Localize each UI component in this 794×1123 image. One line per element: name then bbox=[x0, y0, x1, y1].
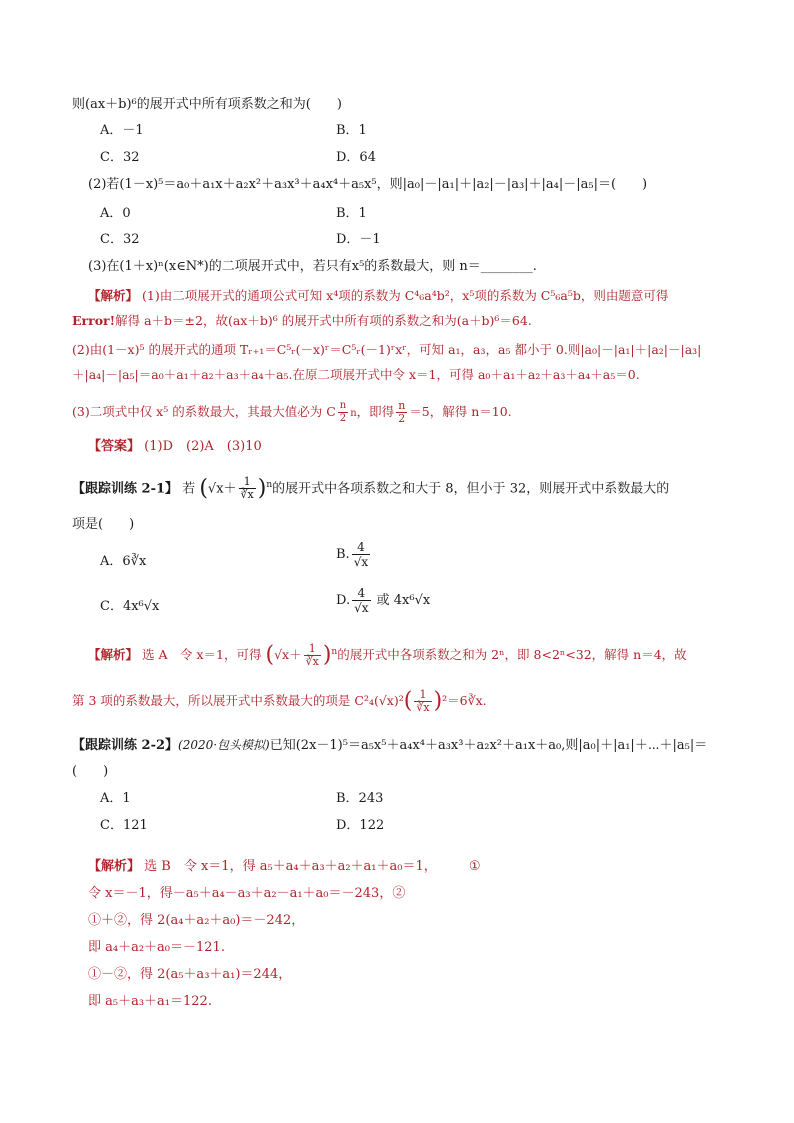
right-paren: ) bbox=[322, 642, 332, 668]
analysis22-line4: 即 a₄＋a₂＋a₀＝－121. bbox=[88, 940, 225, 955]
answer1 bbox=[88, 438, 262, 456]
left-paren: ( bbox=[199, 475, 208, 501]
drill21-text-b: 的展开式中各项系数之和大于 8，但小于 32，则展开式中系数最大的 bbox=[272, 481, 670, 497]
analysis1-text-2: 解得 a＋b＝±2，故(ax＋b)⁶ 的展开式中所有项的系数之和为(a＋b)⁶＝64. bbox=[115, 313, 532, 328]
one-over-cbrt-x bbox=[304, 643, 321, 668]
q1-option-a: A．－1 bbox=[100, 123, 144, 138]
analysis21-line2 bbox=[72, 689, 487, 714]
plus-sign: ＋ bbox=[289, 647, 302, 663]
drill21-line1 bbox=[72, 476, 669, 501]
drill21-text-a: 若 bbox=[182, 481, 196, 497]
frac-num: 1 bbox=[304, 643, 321, 656]
analysis1-line5 bbox=[72, 400, 512, 425]
one-over-cbrt-x-2 bbox=[414, 689, 431, 714]
drill21-line2: 项是( ) bbox=[72, 517, 135, 532]
q1-stem: 则(ax＋b)⁶的展开式中所有项系数之和为( ) bbox=[72, 97, 342, 112]
option-d-den: √x bbox=[354, 601, 369, 615]
drill21-option-c: C．4x⁶√x bbox=[100, 599, 160, 614]
answer-text: (1)D (2)A (3)10 bbox=[144, 439, 262, 454]
combination-sub-tail: n bbox=[350, 408, 357, 419]
error-marker: Error! bbox=[72, 313, 116, 328]
analysis22-label: 【解析】 bbox=[88, 859, 141, 874]
option-d-num: 4 bbox=[352, 586, 370, 601]
option-d-prefix: D. bbox=[336, 593, 351, 608]
analysis1-text-5b: ，即得 bbox=[356, 404, 395, 419]
q3-stem: (3)在(1＋x)ⁿ(x∈N*)的二项展开式中，若只有x⁵的系数最大，则 n＝________. bbox=[88, 259, 537, 274]
analysis1-text-5a: (3)二项式中仅 x⁵ 的系数最大，其最大值必为 C bbox=[72, 404, 336, 419]
q2-option-c: C．32 bbox=[100, 232, 140, 247]
analysis21-text-a: 选 A 令 x＝1，可得 bbox=[142, 647, 262, 663]
analysis22-line3: ①＋②，得 2(a₄＋a₂＋a₀)＝－242， bbox=[88, 913, 305, 928]
combination-sub-den: 2 bbox=[339, 413, 347, 424]
analysis21-text-b: 的展开式中各项系数之和为 2ⁿ，即 8<2ⁿ<32，解得 n＝4，故 bbox=[337, 647, 687, 663]
q2-option-b: B．1 bbox=[336, 206, 367, 221]
answer-label: 【答案】 bbox=[88, 439, 141, 454]
q1-option-d: D．64 bbox=[336, 150, 376, 165]
analysis22-line2: 令 x＝－1，得－a₅＋a₄－a₃＋a₂－a₁＋a₀＝－243，② bbox=[88, 886, 406, 901]
analysis22-line5: ①－②，得 2(a₅＋a₃＋a₁)＝244， bbox=[88, 967, 292, 982]
analysis22-line6: 即 a₅＋a₃＋a₁＝122. bbox=[88, 994, 212, 1009]
drill22-source: (2020·包头模拟) bbox=[178, 738, 270, 752]
option-b-fraction bbox=[352, 540, 370, 569]
combination-subscript bbox=[338, 400, 348, 425]
fraction-den: 2 bbox=[398, 412, 406, 425]
q1-option-b: B．1 bbox=[336, 123, 367, 138]
option-b-prefix: B. bbox=[336, 547, 350, 562]
plus-sign: ＋ bbox=[223, 481, 237, 497]
analysis22-text-1: 选 B 令 x＝1，得 a₅＋a₄＋a₃＋a₂＋a₁＋a₀＝1， bbox=[144, 859, 437, 874]
drill21-option-a: A．6∛x bbox=[100, 554, 147, 569]
q2-stem: (2)若(1－x)⁵＝a₀＋a₁x＋a₂x²＋a₃x³＋a₄x⁴＋a₅x⁵，则|a₀|－|a₁|＋|a₂|－|a₃|＋|a₄|－|a₅|＝( ) bbox=[88, 177, 648, 192]
drill22-option-d: D．122 bbox=[336, 818, 385, 833]
drill22-option-c: C．121 bbox=[100, 818, 148, 833]
left-paren: ( bbox=[403, 688, 413, 714]
drill21-option-b bbox=[336, 540, 372, 569]
drill22-option-a: A．1 bbox=[100, 791, 131, 806]
drill22-option-b: B．243 bbox=[336, 791, 384, 806]
analysis21-line1 bbox=[88, 643, 687, 668]
option-d-fraction bbox=[352, 586, 370, 615]
frac-den-2: ∛x bbox=[416, 701, 430, 714]
analysis1-line4: ＋|a₄|－|a₅|＝a₀＋a₁＋a₂＋a₃＋a₄＋a₅.在原二项展开式中令 x＝1，可得 a₀＋a₁＋a₂＋a₃＋a₄＋a₅＝0. bbox=[72, 367, 640, 382]
left-paren: ( bbox=[265, 642, 275, 668]
analysis21-text-2b: ²＝6∛x. bbox=[442, 693, 487, 708]
option-d-suffix: 或 4x⁶√x bbox=[376, 593, 431, 608]
one-over-cbrt-x bbox=[239, 476, 256, 501]
power-n: n bbox=[331, 647, 338, 657]
frac-den: ∛x bbox=[305, 655, 319, 669]
frac-num-2: 1 bbox=[414, 689, 431, 702]
right-paren: ) bbox=[257, 475, 267, 501]
analysis1-text-1: (1)由二项展开式的通项公式可知 x⁴项的系数为 C⁴₆a⁴b²，x⁵项的系数为 C⁵₆a⁵b，则由题意可得 bbox=[142, 288, 669, 303]
analysis1-text-5c: ＝5，解得 n＝10. bbox=[409, 404, 512, 419]
sqrt-x: √x bbox=[207, 481, 224, 497]
drill21-label: 【跟踪训练 2-1】 bbox=[72, 481, 179, 497]
drill22-line1 bbox=[72, 736, 707, 755]
analysis-label: 【解析】 bbox=[88, 288, 139, 303]
q2-option-a: A．0 bbox=[100, 206, 131, 221]
analysis21-label: 【解析】 bbox=[88, 647, 139, 663]
drill22-text: 已知(2x－1)⁵＝a₅x⁵＋a₄x⁴＋a₃x³＋a₂x²＋a₁x＋a₀,则|a₀|＋|a₁|＋⋯＋|a₅|＝ bbox=[269, 738, 708, 753]
analysis21-text-2a: 第 3 项的系数最大，所以展开式中系数最大的项是 C²₄(√x)² bbox=[72, 693, 404, 708]
option-b-num: 4 bbox=[352, 540, 370, 555]
analysis1-line1 bbox=[88, 287, 668, 305]
analysis1-line3: (2)由(1－x)⁵ 的展开式的通项 Tᵣ₊₁＝C⁵ᵣ(－x)ʳ＝C⁵ᵣ(－1)ʳxʳ，可知 a₁，a₃，a₅ 都小于 0.则|a₀|－|a₁|＋|a₂|－|a₃| bbox=[72, 342, 702, 357]
sqrt-x: √x bbox=[274, 647, 290, 663]
power-n: n bbox=[266, 480, 273, 490]
q1-option-c: C．32 bbox=[100, 150, 140, 165]
frac-num: 1 bbox=[239, 476, 256, 489]
q2-option-d: D．－1 bbox=[336, 232, 381, 247]
right-paren: ) bbox=[433, 688, 443, 714]
n-over-2-fraction bbox=[396, 400, 407, 425]
combination-sub-num: n bbox=[339, 400, 347, 411]
circled-one-marker: ① bbox=[468, 859, 481, 874]
drill21-option-d bbox=[336, 586, 430, 615]
analysis1-line2 bbox=[72, 312, 532, 330]
frac-den: ∛x bbox=[240, 488, 254, 502]
analysis22-line1 bbox=[88, 858, 481, 876]
option-b-den: √x bbox=[353, 555, 369, 569]
drill22-line2: ( ) bbox=[72, 764, 109, 779]
fraction-num: n bbox=[398, 399, 406, 412]
drill22-label: 【跟踪训练 2-2】 bbox=[72, 738, 179, 753]
